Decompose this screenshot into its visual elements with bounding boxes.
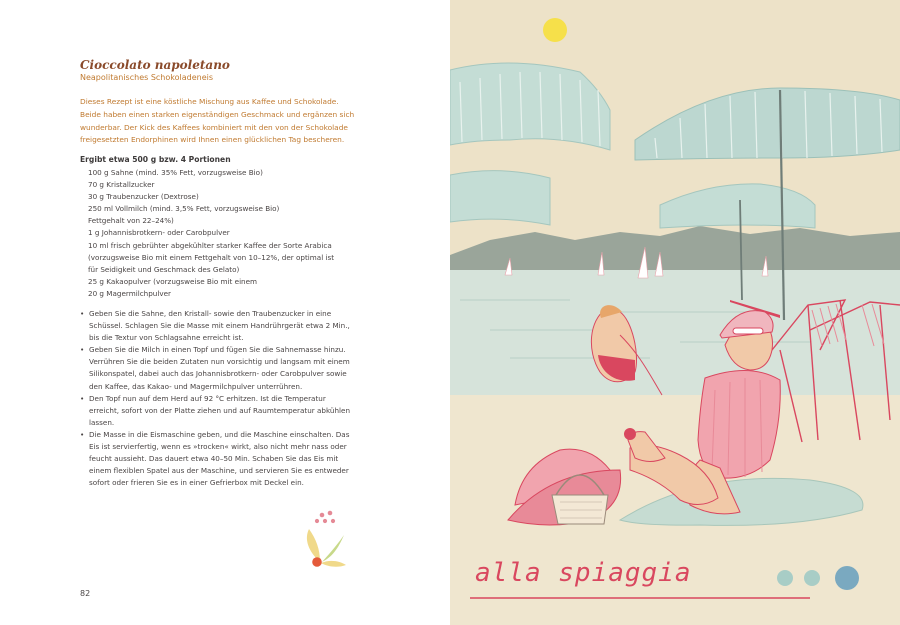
recipe-title: Cioccolato napoletano bbox=[80, 58, 230, 72]
ingredient-item: 250 ml Vollmilch (mind. 3,5% Fett, vorzugsweise Bio) bbox=[88, 204, 280, 214]
instruction-line: feucht aussieht. Das dauert etwa 40–50 Min. Schaben Sie das Eis mit bbox=[89, 454, 339, 464]
ingredient-item: 20 g Magermilchpulver bbox=[88, 288, 171, 298]
instruction-step bbox=[80, 308, 380, 344]
instruction-line: Schüssel. Schlagen Sie die Masse mit einem Handrührgerät etwa 2 Min., bbox=[89, 321, 350, 331]
instruction-line: lassen. bbox=[89, 417, 115, 427]
sun-icon bbox=[543, 18, 567, 42]
ingredient-item: 25 g Kakaopulver (vorzugsweise Bio mit einem bbox=[88, 276, 258, 286]
instruction-line: Die Masse in die Eismaschine geben, und die Maschine einschalten. Das bbox=[89, 429, 350, 439]
intro-line: freigesetzten Endorphinen wird Ihnen einen glücklichen Tag bescheren. bbox=[80, 135, 345, 145]
instruction-line: Geben Sie die Milch in einen Topf und fügen Sie die Sahnemasse hinzu. bbox=[89, 345, 346, 355]
instruction-step bbox=[80, 344, 380, 392]
intro-line: Dieses Rezept ist eine köstliche Mischung aus Kaffee und Schokolade. bbox=[80, 97, 339, 106]
instruction-line: Verrühren Sie die beiden Zutaten nun vorsichtig und langsam mit einem bbox=[89, 357, 350, 367]
ingredient-list bbox=[88, 167, 334, 300]
instruction-list bbox=[80, 308, 380, 489]
instruction-step bbox=[80, 393, 380, 429]
instruction-line: Den Topf nun auf dem Herd auf 92 °C erhitzen. Ist die Temperatur bbox=[89, 393, 326, 403]
page-number: 82 bbox=[80, 589, 91, 598]
flower-ornament-icon bbox=[300, 505, 360, 575]
ingredient-item: 10 ml frisch gebrühter abgekühlter starker Kaffee der Sorte Arabica bbox=[88, 240, 332, 250]
instruction-line: sofort oder frieren Sie es in einer Gefrierbox mit Deckel ein. bbox=[89, 478, 304, 488]
recipe-subtitle: Neapolitanisches Schokoladeneis bbox=[80, 73, 214, 82]
instruction-line: Silikonspatel, dabei auch das Johannisbrotkern- oder Carobpulver sowie bbox=[89, 369, 347, 379]
beach-scene-illustration bbox=[450, 0, 900, 625]
recipe-intro bbox=[80, 96, 372, 147]
recipe-yield: Ergibt etwa 500 g bzw. 4 Portionen bbox=[80, 155, 231, 164]
instruction-line: einem flexiblen Spatel aus der Maschine, und servieren Sie es entweder bbox=[89, 466, 349, 476]
ingredient-item: für Seidigkeit und Geschmack des Gelato) bbox=[88, 264, 240, 274]
ingredient-item: 70 g Kristallzucker bbox=[88, 180, 155, 190]
bullet-icon: • bbox=[80, 309, 85, 318]
instruction-step bbox=[80, 429, 380, 489]
illustration-caption: alla spiaggia bbox=[475, 558, 692, 588]
instruction-line: Geben Sie die Sahne, den Kristall- sowie den Traubenzucker in eine bbox=[89, 309, 332, 318]
bullet-icon: • bbox=[80, 429, 85, 439]
instruction-line: Eis ist servierfertig, wenn es »trocken« wirkt, also nicht mehr nass oder bbox=[89, 442, 347, 452]
ingredient-item: 30 g Traubenzucker (Dextrose) bbox=[88, 192, 199, 202]
ingredient-item: 1 g Johannisbrotkern- oder Carobpulver bbox=[88, 228, 230, 238]
illustration-page bbox=[450, 0, 900, 625]
ingredient-item: 100 g Sahne (mind. 35% Fett, vorzugsweise Bio) bbox=[88, 168, 263, 177]
ingredient-item: (vorzugsweise Bio mit einem Fettgehalt von 10–12%, der optimal ist bbox=[88, 252, 335, 262]
bullet-icon: • bbox=[80, 345, 85, 355]
instruction-line: den Kaffee, das Kakao- und Magermilchpulver unterrühren. bbox=[89, 381, 303, 391]
instruction-line: erreicht, sofort von der Platte ziehen und auf Raumtemperatur abkühlen bbox=[89, 405, 351, 415]
instruction-line: bis die Textur von Schlagsahne erreicht ist. bbox=[89, 333, 244, 343]
bullet-icon: • bbox=[80, 393, 85, 403]
intro-line: Beide haben einen starken eigenständigen Geschmack und ergänzen sich bbox=[80, 109, 355, 119]
intro-line: wunderbar. Der Kick des Kaffees kombiniert mit den von der Schokolade bbox=[80, 122, 348, 132]
ingredient-item: Fettgehalt von 22–24%) bbox=[88, 216, 174, 226]
